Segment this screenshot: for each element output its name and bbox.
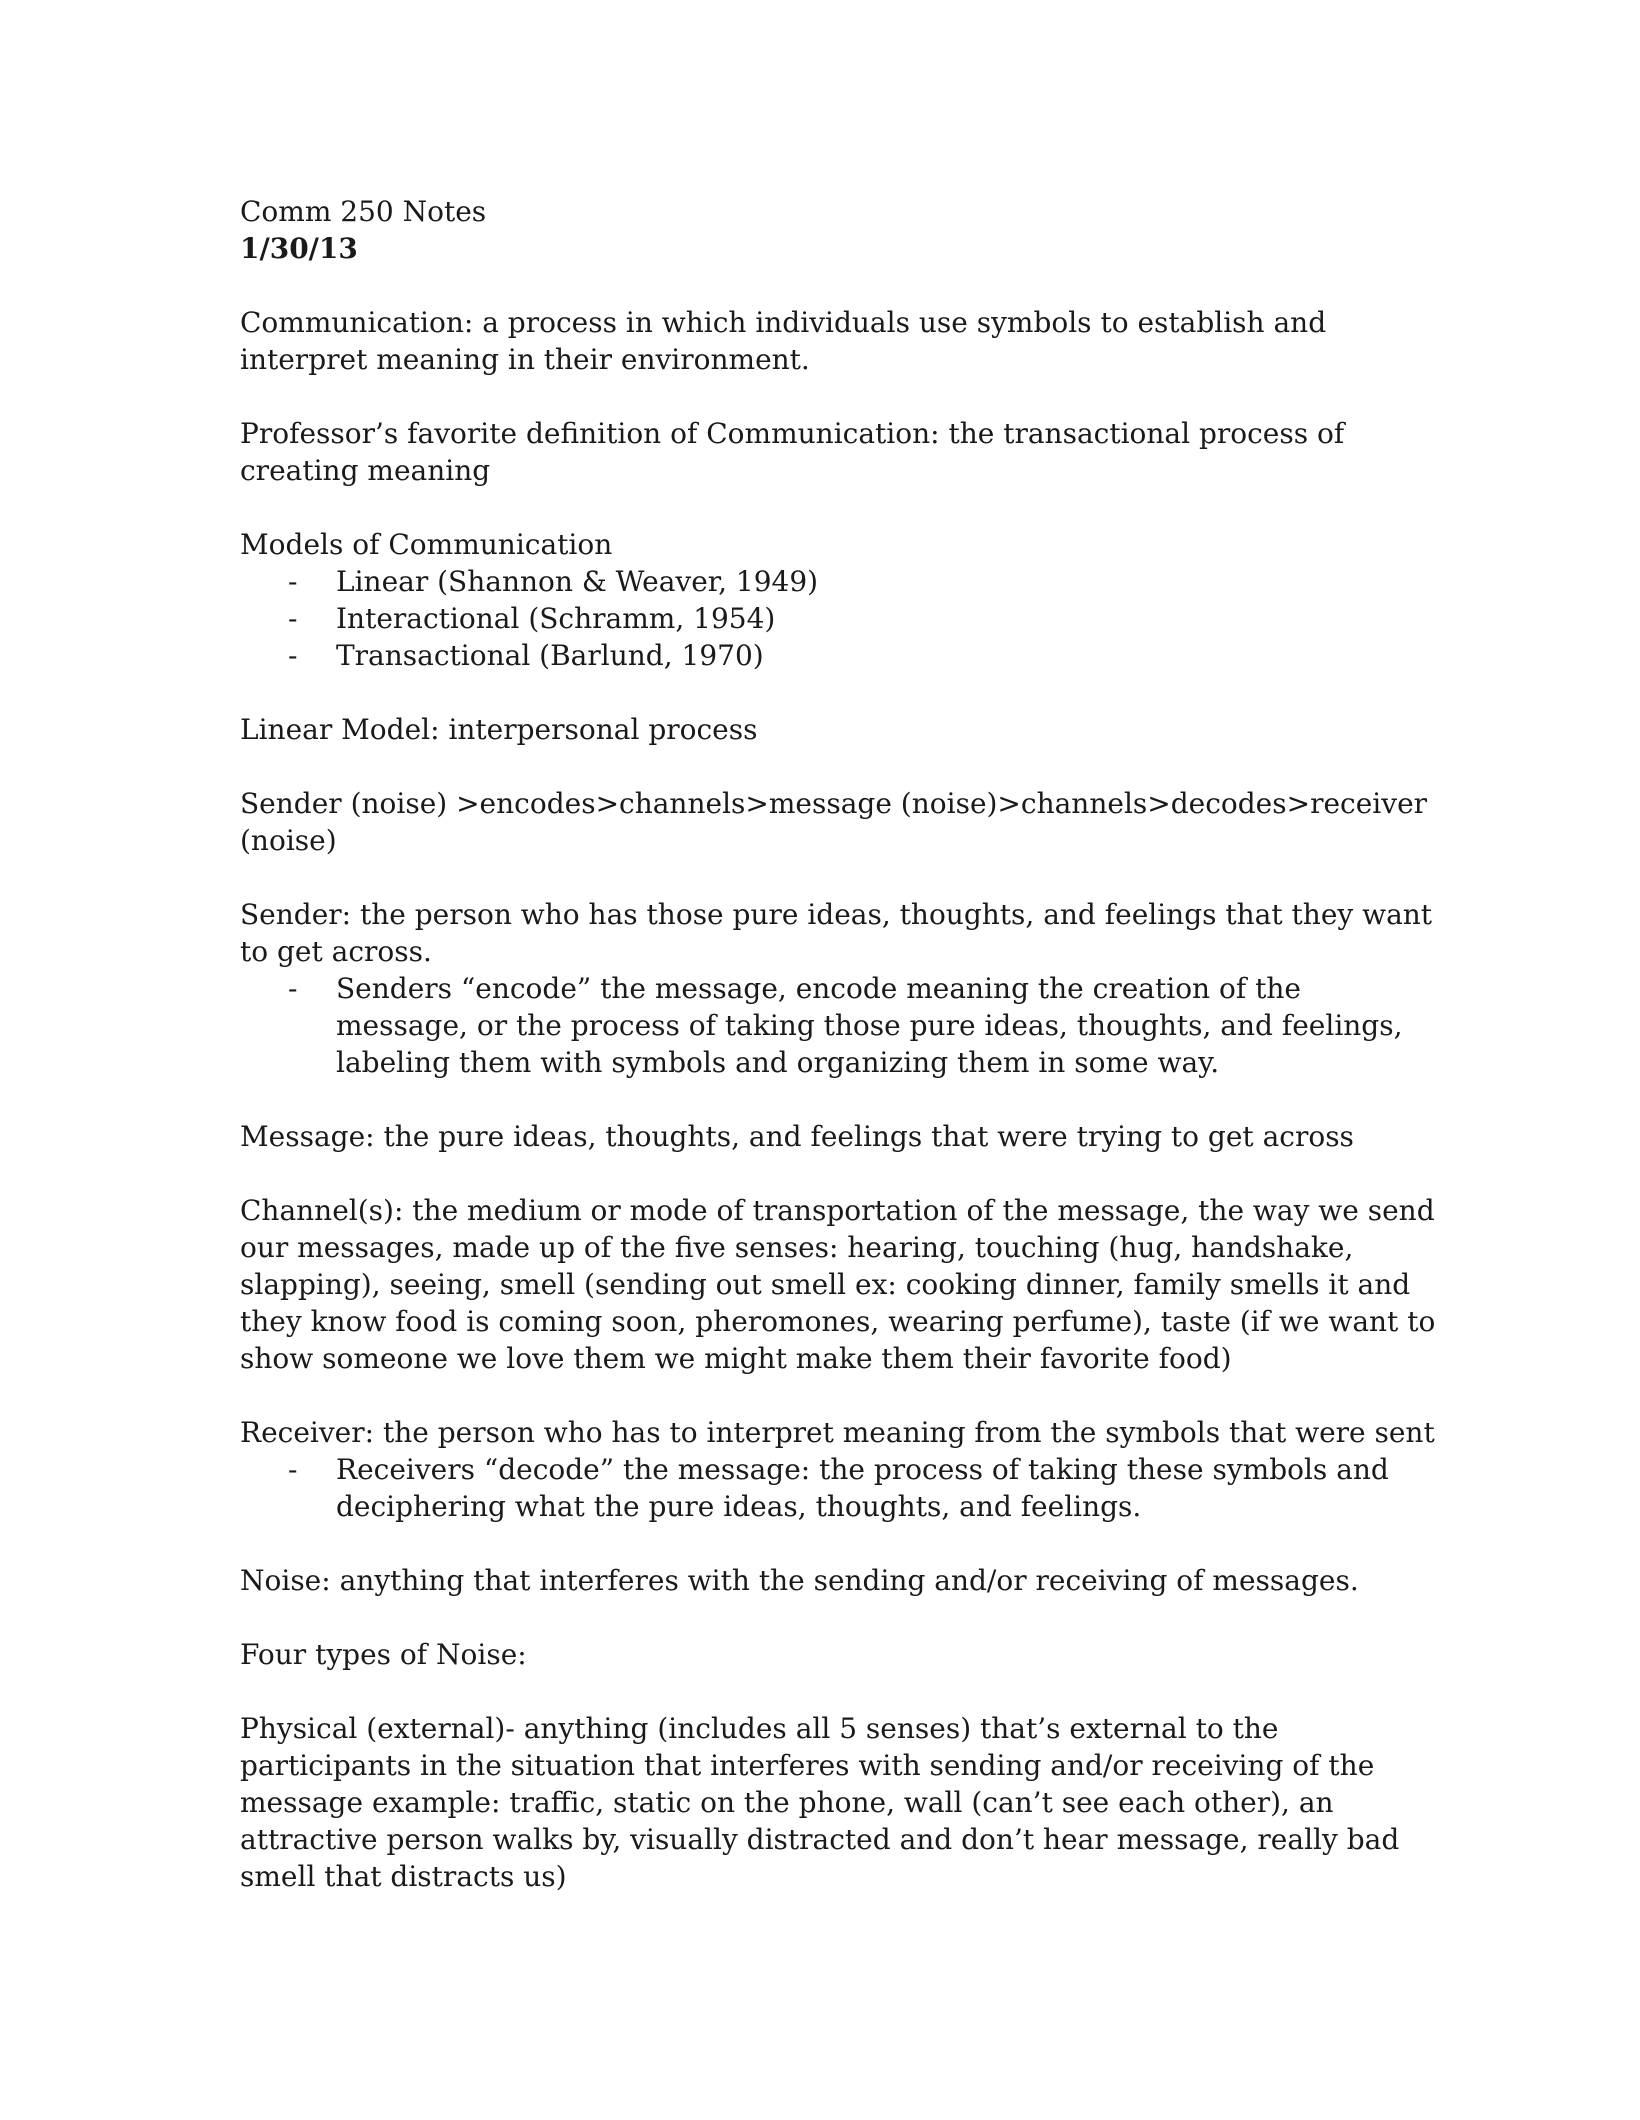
model-transactional: Transactional (Barlund, 1970) [336, 639, 764, 672]
professor-definition: Professor’s favorite definition of Communication: the transactional process of creating meaning [240, 417, 1345, 487]
model-linear: Linear (Shannon & Weaver, 1949) [336, 565, 819, 598]
list-dash: - [288, 639, 298, 672]
list-dash: - [288, 602, 298, 635]
noise-definition: Noise: anything that interferes with the sending and/or receiving of messages. [240, 1564, 1359, 1597]
list-dash: - [288, 1453, 298, 1486]
sender-definition: Sender: the person who has those pure ideas, thoughts, and feelings that they want to get across. [240, 898, 1433, 968]
spacer [240, 267, 1440, 304]
list-item [240, 563, 1441, 600]
list-item [240, 1451, 1441, 1525]
models-list [240, 563, 1440, 674]
model-interactional: Interactional (Schramm, 1954) [336, 602, 776, 635]
receiver-definition: Receiver: the person who has to interpret meaning from the symbols that were sent [240, 1416, 1435, 1449]
sender-encode-point: Senders “encode” the message, encode meaning the creation of the message, or the process of taking those pure ideas, thoughts, and feelings, labeling them with symbols and organizing them in some way. [336, 972, 1403, 1079]
course-title: Comm 250 Notes [240, 195, 487, 228]
sender-points [240, 970, 1440, 1081]
communication-definition: Communication: a process in which individuals use symbols to establish and interpret meaning in their environment. [240, 306, 1327, 376]
list-dash: - [288, 565, 298, 598]
list-item [240, 600, 1441, 637]
linear-model-line: Linear Model: interpersonal process [240, 713, 758, 746]
noise-types-heading: Four types of Noise: [240, 1638, 527, 1671]
communication-flow: Sender (noise) >encodes>channels>message (noise)>channels>decodes>receiver (noise) [240, 787, 1428, 857]
list-item [240, 637, 1441, 674]
list-item [240, 970, 1441, 1081]
notes-date: 1/30/13 [240, 232, 358, 265]
receiver-points [240, 1451, 1440, 1525]
notes-content [240, 193, 1440, 1932]
channel-definition: Channel(s): the medium or mode of transportation of the message, the way we send our messages, made up of the five senses: hearing, touching (hug, handshake, slapping), seeing, smell (sending out smell ex: cooking dinner, family smells it and they know food is coming soon, pheromones, wearing perfume), taste (if we want to show someone we love them we might make them their favorite food) [240, 1194, 1436, 1375]
message-definition: Message: the pure ideas, thoughts, and feelings that were trying to get across [240, 1120, 1354, 1153]
models-heading: Models of Communication [240, 528, 613, 561]
receiver-decode-point: Receivers “decode” the message: the process of taking these symbols and deciphering what the pure ideas, thoughts, and feelings. [336, 1453, 1389, 1523]
list-dash: - [288, 972, 298, 1005]
physical-noise-definition: Physical (external)- anything (includes all 5 senses) that’s external to the participants in the situation that interferes with sending and/or receiving of the message example: traffic, static on the phone, wall (can’t see each other), an attractive person walks by, visually distracted and don’t hear message, really bad smell that distracts us) [240, 1712, 1400, 1893]
